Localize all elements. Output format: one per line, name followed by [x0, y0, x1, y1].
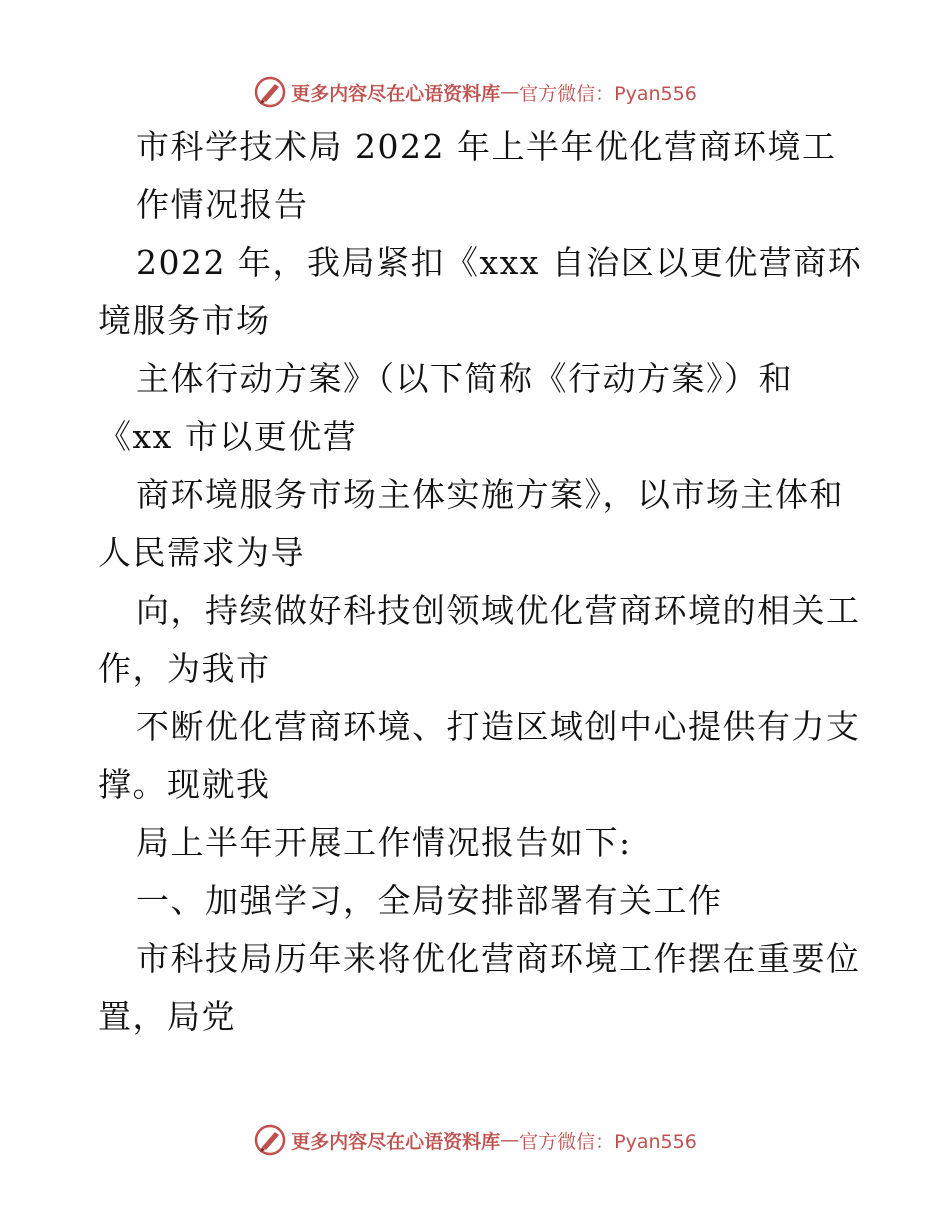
paragraph-line: 不断优化营商环境、打造区域创中心提供有力支: [136, 707, 861, 746]
section-heading: 一、加强学习，全局安排部署有关工作: [136, 881, 723, 920]
paragraph-line: 置，局党: [98, 997, 236, 1036]
footer-banner[interactable]: [0, 1118, 950, 1162]
paragraph-line: 撑。现就我: [98, 765, 271, 804]
banner-contact: 官方微信：Pyan556: [519, 1130, 697, 1153]
paragraph-line: 境服务市场: [98, 301, 271, 340]
banner-text: 更多内容尽在心语资料库: [291, 1130, 501, 1153]
banner-text: 更多内容尽在心语资料库: [291, 82, 501, 105]
doc-title-line: 市科学技术局 2022 年上半年优化营商环境工: [136, 127, 837, 166]
pen-logo-icon: [253, 75, 287, 109]
paragraph-line: 《xx 市以更优营: [98, 417, 358, 456]
paragraph-line: 商环境服务市场主体实施方案》，以市场主体和: [136, 475, 844, 514]
banner-separator: —: [500, 1129, 520, 1151]
paragraph-line: 2022 年，我局紧扣《xxx 自治区以更优营商环: [136, 243, 863, 282]
paragraph-line: 市科技局历年来将优化营商环境工作摆在重要位: [136, 939, 861, 978]
header-banner[interactable]: [0, 70, 950, 114]
doc-title-line: 作情况报告: [136, 185, 309, 224]
paragraph-line: 作，为我市: [98, 649, 271, 688]
paragraph-line: 主体行动方案》（以下简称《行动方案》）和: [136, 359, 793, 398]
paragraph-line: 局上半年开展工作情况报告如下:: [136, 823, 632, 862]
paragraph-line: 人民需求为导: [98, 533, 305, 572]
banner-separator: —: [500, 81, 520, 103]
pen-logo-icon: [253, 1123, 287, 1157]
paragraph-line: 向，持续做好科技创领域优化营商环境的相关工: [136, 591, 861, 630]
banner-contact: 官方微信：Pyan556: [519, 82, 697, 105]
